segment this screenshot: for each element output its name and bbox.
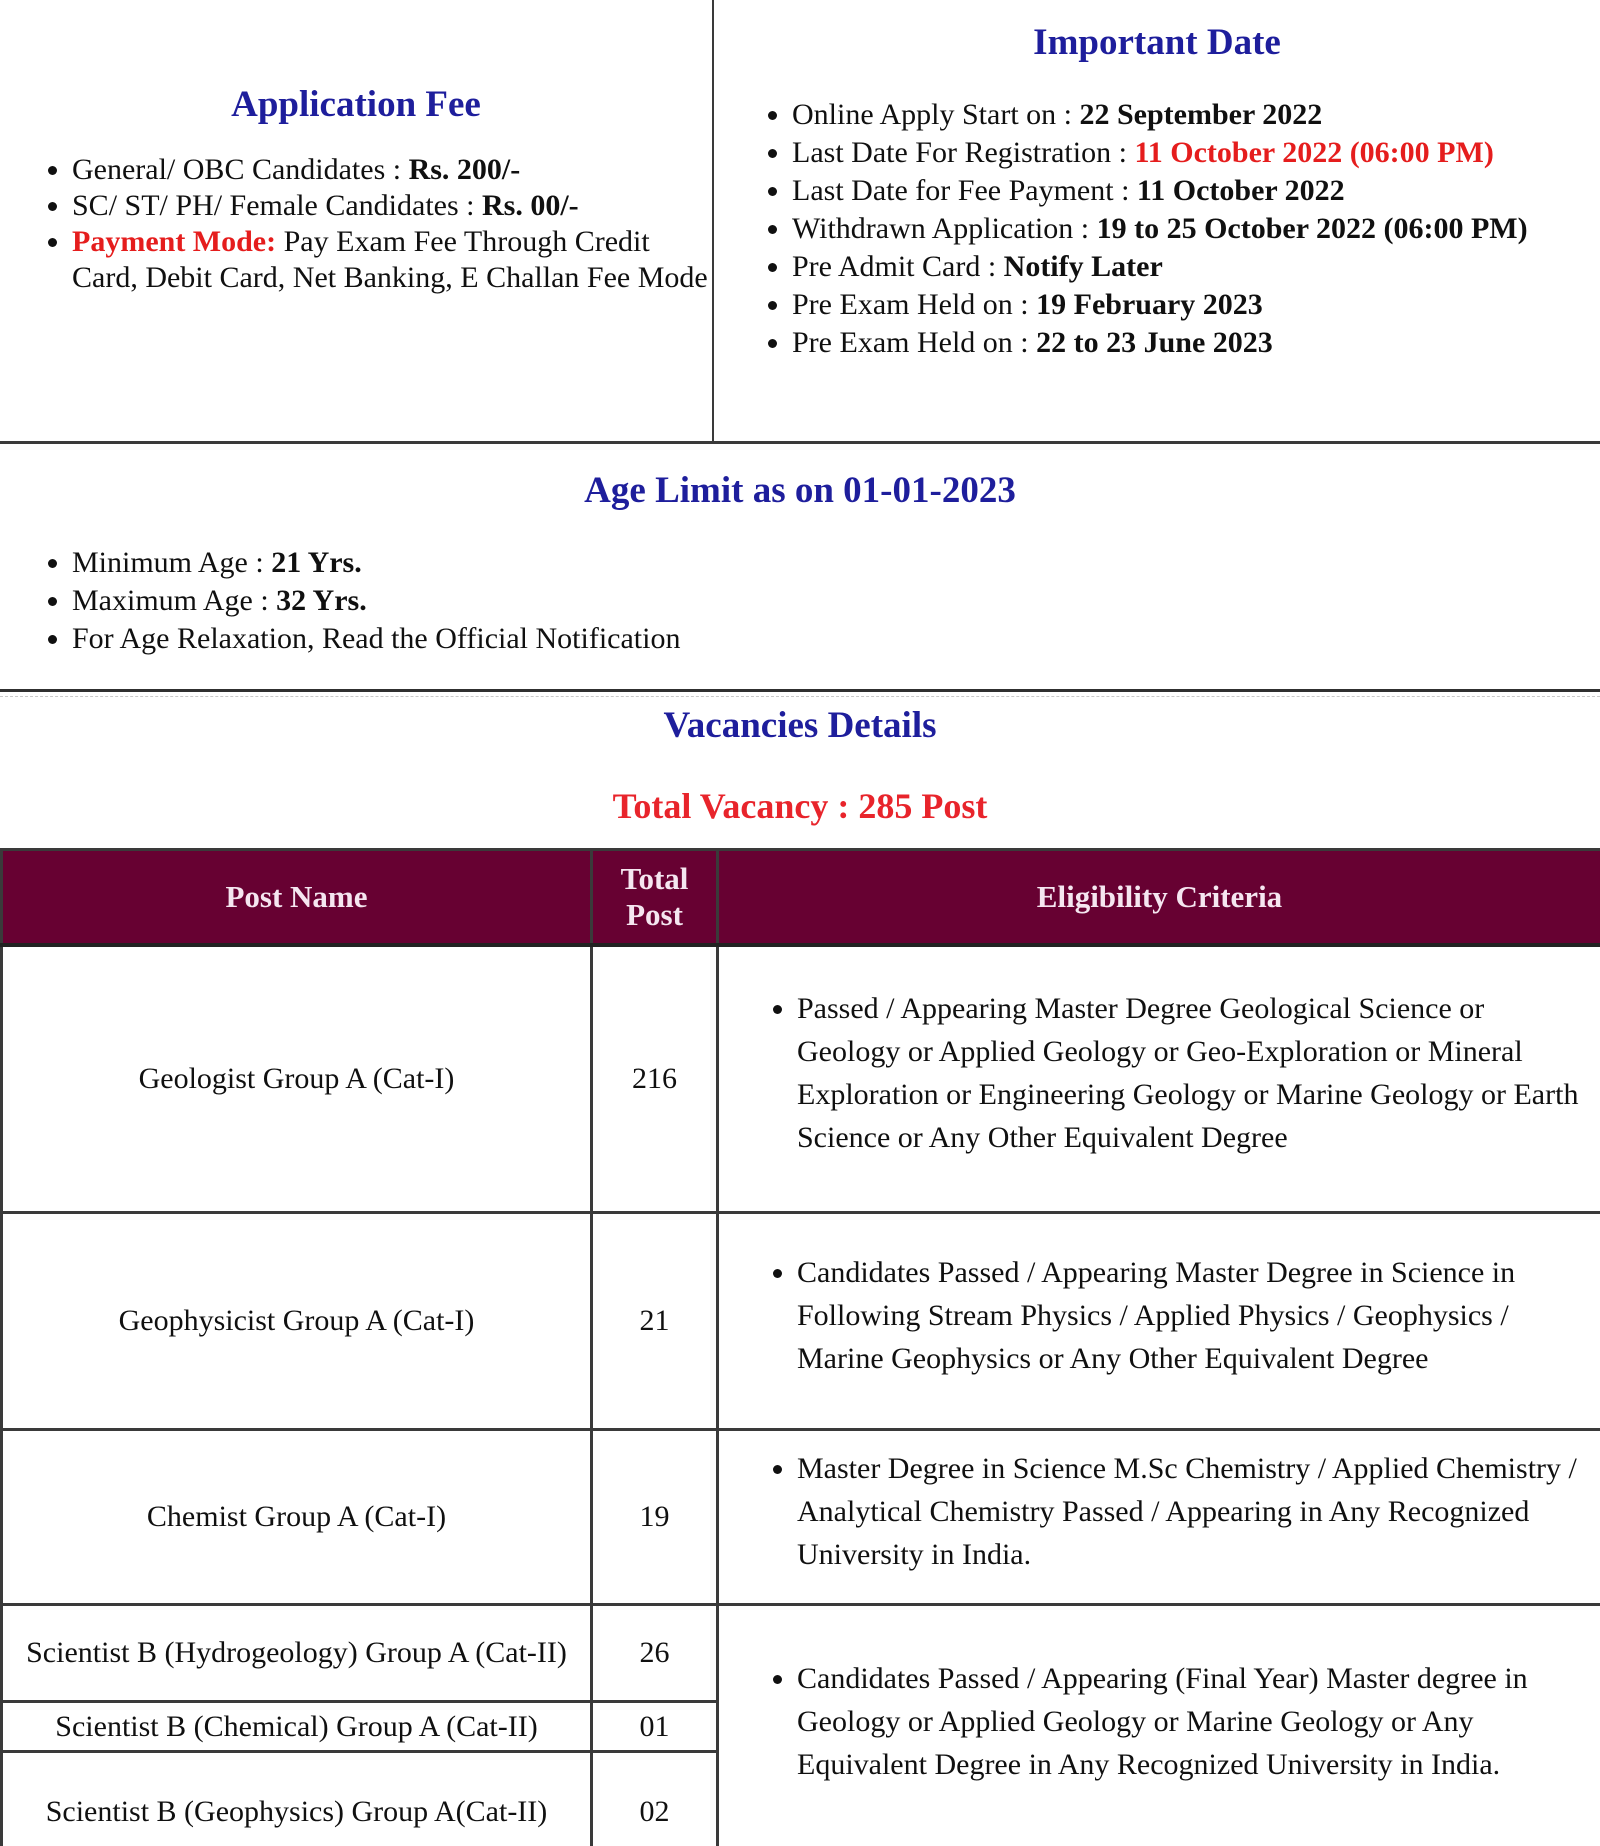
age-limit-list [0, 544, 1600, 658]
eligibility-cell [718, 1430, 1600, 1605]
total-post: 01 [592, 1702, 718, 1752]
table-row [2, 1605, 1600, 1702]
total-post: 21 [592, 1213, 718, 1430]
list-item: • Maximum Age : 32 Yrs. [72, 582, 1600, 620]
vacancies-table [0, 848, 1600, 1846]
registration-deadline: 11 October 2022 (06:00 PM) [1134, 136, 1494, 169]
list-item: • SC/ ST/ PH/ Female Candidates : Rs. 00/- [72, 188, 708, 224]
total-post: 216 [592, 945, 718, 1213]
payment-mode-label: Payment Mode: [72, 225, 277, 258]
eligibility-cell [718, 945, 1600, 1213]
eligibility-text: • Passed / Appearing Master Degree Geological Science or Geology or Applied Geology or Geo-Exploration or Mineral Exploration or Engineering Geology or Marine Geology or Earth Science or Any Other Equivalent Degree [797, 987, 1592, 1159]
column-header-total-post: Total Post [592, 850, 718, 945]
post-name: Chemist Group A (Cat-I) [2, 1430, 592, 1605]
post-name: Scientist B (Chemical) Group A (Cat-II) [2, 1702, 592, 1752]
list-item: • Last Date for Fee Payment : 11 October 2022 [792, 172, 1586, 210]
list-item: • Payment Mode: Pay Exam Fee Through Credit Card, Debit Card, Net Banking, E Challan Fee Mode [72, 224, 708, 296]
list-item: • For Age Relaxation, Read the Official Notification [72, 620, 1600, 658]
important-date-list [714, 96, 1600, 362]
post-name: Scientist B (Hydrogeology) Group A (Cat-II) [2, 1605, 592, 1702]
application-fee-title: Application Fee [231, 84, 481, 125]
section-divider [0, 696, 1600, 697]
eligibility-text: • Candidates Passed / Appearing (Final Year) Master degree in Geology or Applied Geology or Marine Geology or Any Equivalent Degree in Any Recognized University in India. [797, 1657, 1592, 1786]
eligibility-text: • Master Degree in Science M.Sc Chemistry / Applied Chemistry / Analytical Chemistry Passed / Appearing in Any Recognized University in India. [797, 1447, 1592, 1576]
table-row [2, 1430, 1600, 1605]
post-name: Geologist Group A (Cat-I) [2, 945, 592, 1213]
list-item: • Pre Exam Held on : 19 February 2023 [792, 286, 1586, 324]
list-item: • Minimum Age : 21 Yrs. [72, 544, 1600, 582]
list-item: • General/ OBC Candidates : Rs. 200/- [72, 152, 708, 188]
vacancies-title: Vacancies Details [663, 705, 937, 746]
age-limit-section [0, 444, 1600, 692]
important-date-title: Important Date [1033, 22, 1281, 63]
post-name: Geophysicist Group A (Cat-I) [2, 1213, 592, 1430]
column-header-eligibility: Eligibility Criteria [718, 850, 1600, 945]
age-limit-title: Age Limit as on 01-01-2023 [584, 470, 1016, 511]
table-row [2, 945, 1600, 1213]
application-fee-list [0, 152, 712, 296]
eligibility-cell-merged [718, 1605, 1600, 1846]
list-item: • Withdrawn Application : 19 to 25 October 2022 (06:00 PM) [792, 210, 1586, 248]
eligibility-cell [718, 1213, 1600, 1430]
application-fee-section [0, 0, 714, 441]
post-name: Scientist B (Geophysics) Group A(Cat-II) [2, 1752, 592, 1846]
table-header-row [2, 850, 1600, 945]
table-row [2, 1213, 1600, 1430]
list-item: • Pre Admit Card : Notify Later [792, 248, 1586, 286]
column-header-post-name: Post Name [2, 850, 592, 945]
eligibility-text: • Candidates Passed / Appearing Master Degree in Science in Following Stream Physics / Applied Physics / Geophysics / Marine Geophysics or Any Other Equivalent Degree [797, 1251, 1592, 1380]
total-post: 26 [592, 1605, 718, 1702]
important-date-section [714, 0, 1600, 441]
list-item: • Pre Exam Held on : 22 to 23 June 2023 [792, 324, 1586, 362]
top-section [0, 0, 1600, 444]
total-vacancy: Total Vacancy : 285 Post [612, 786, 988, 826]
total-post: 02 [592, 1752, 718, 1846]
list-item: • Online Apply Start on : 22 September 2022 [792, 96, 1586, 134]
total-post: 19 [592, 1430, 718, 1605]
list-item: • Last Date For Registration : 11 October 2022 (06:00 PM) [792, 134, 1586, 172]
